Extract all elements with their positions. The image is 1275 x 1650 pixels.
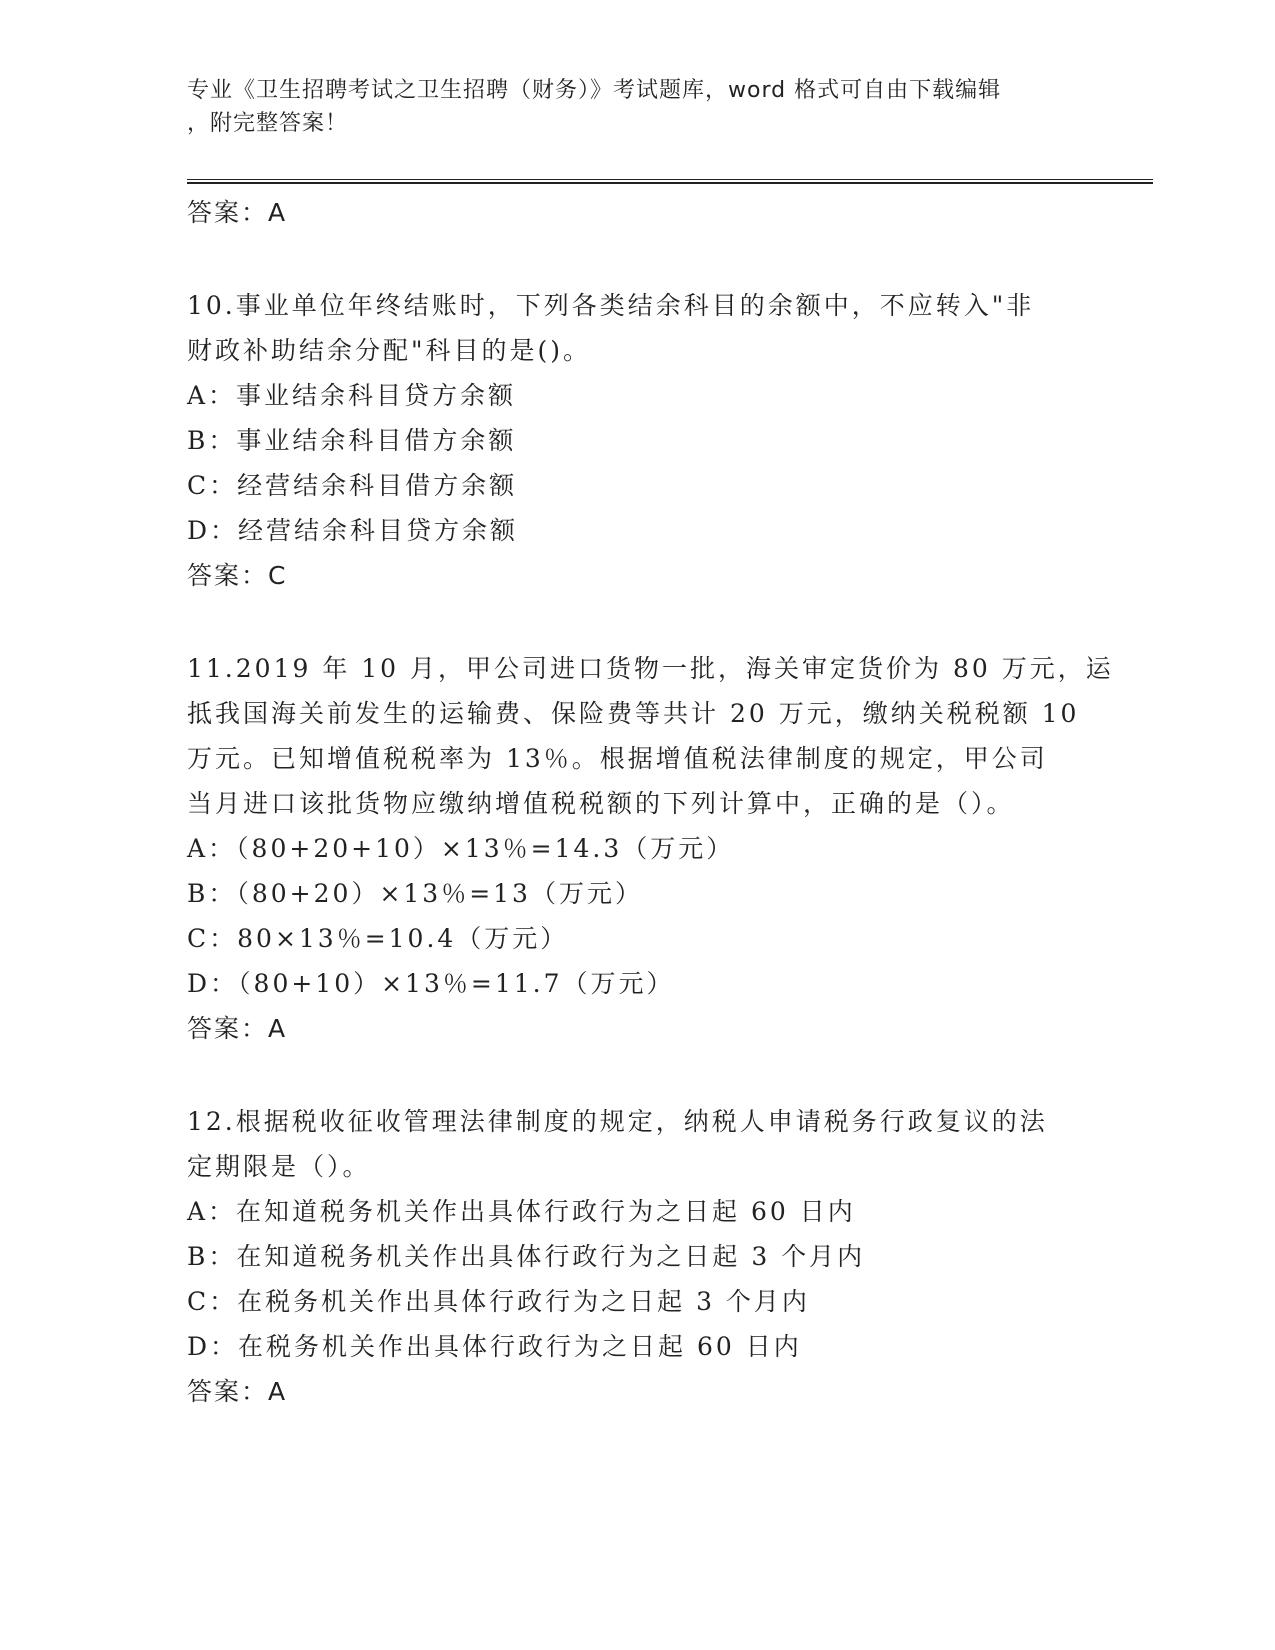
spacer — [187, 1051, 1107, 1099]
option-a: A：事业结余科目贷方余额 — [187, 381, 517, 410]
header-divider — [187, 179, 1153, 184]
answer: 答案：A — [187, 1014, 288, 1043]
option-a: A：（80+20+10）×13％=14.3（万元） — [187, 834, 735, 863]
document-header — [187, 74, 1067, 140]
option-c: C：经营结余科目借方余额 — [187, 471, 518, 500]
answer: 答案：A — [187, 1377, 288, 1406]
option-d: D：经营结余科目贷方余额 — [187, 516, 519, 545]
option-c: C：80×13％=10.4（万元） — [187, 924, 569, 953]
question-stem-line: 10.事业单位年终结账时，下列各类结余科目的余额中，不应转入"非 — [187, 291, 1035, 320]
spacer — [187, 235, 1107, 283]
option-d: D：（80+10）×13％=11.7（万元） — [187, 969, 675, 998]
option-b: B：（80+20）×13％=13（万元） — [187, 879, 643, 908]
question-content — [187, 190, 1114, 1414]
option-d: D：在税务机关作出具体行政行为之日起 60 日内 — [187, 1332, 802, 1361]
answer: 答案：C — [187, 561, 288, 590]
question-stem-line: 抵我国海关前发生的运输费、保险费等共计 20 万元，缴纳关税税额 10 — [187, 699, 1080, 728]
option-a: A：在知道税务机关作出具体行政行为之日起 60 日内 — [187, 1197, 856, 1226]
option-b: B：在知道税务机关作出具体行政行为之日起 3 个月内 — [187, 1242, 866, 1271]
header-line-2: ，附完整答案！ — [187, 111, 349, 136]
question-stem-line: 11.2019 年 10 月，甲公司进口货物一批，海关审定货价为 80 万元，运 — [187, 654, 1114, 683]
option-b: B：事业结余科目借方余额 — [187, 426, 517, 455]
spacer — [187, 598, 1107, 646]
question-11 — [187, 646, 1114, 1051]
previous-answer: 答案：A — [187, 198, 288, 227]
question-10 — [187, 283, 1107, 598]
question-stem-line: 万元。已知增值税税率为 13％。根据增值税法律制度的规定，甲公司 — [187, 744, 1048, 773]
question-stem-line: 12.根据税收征收管理法律制度的规定，纳税人申请税务行政复议的法 — [187, 1107, 1048, 1136]
header-line-1: 专业《卫生招聘考试之卫生招聘（财务）》考试题库，word 格式可自由下载编辑 — [187, 78, 1002, 103]
question-12 — [187, 1099, 1107, 1414]
question-stem-line: 财政补助结余分配"科目的是()。 — [187, 336, 592, 365]
question-stem-line: 定期限是（）。 — [187, 1152, 371, 1181]
question-stem-line: 当月进口该批货物应缴纳增值税税额的下列计算中，正确的是（）。 — [187, 789, 1015, 818]
option-c: C：在税务机关作出具体行政行为之日起 3 个月内 — [187, 1287, 810, 1316]
